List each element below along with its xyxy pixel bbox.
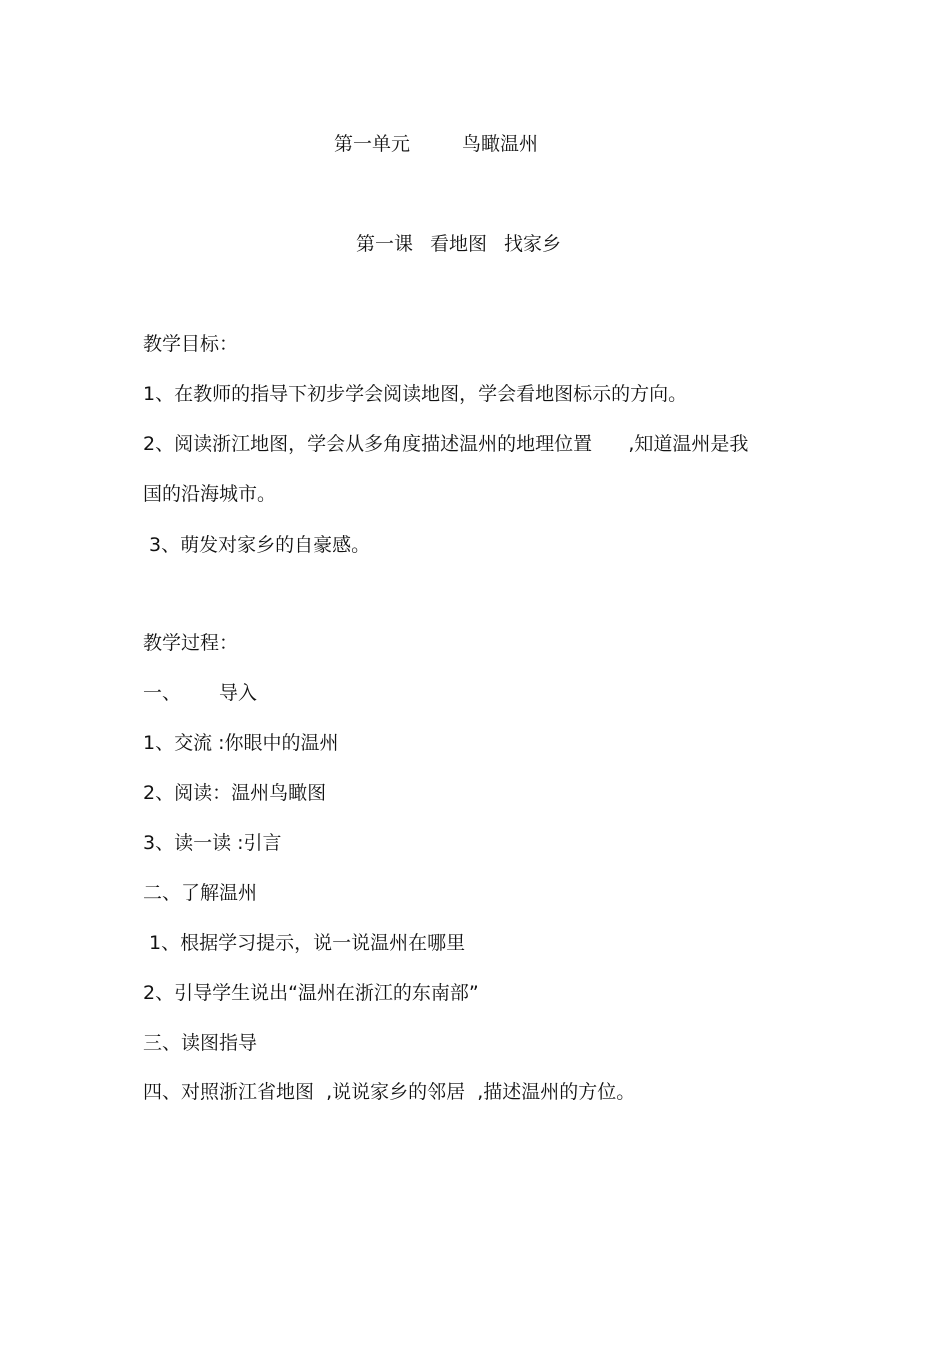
section-1-item-3: 3、读一读 :引言 (143, 832, 282, 854)
lesson-label: 第一课 (356, 233, 414, 255)
process-section-2: 二、了解温州 (143, 882, 258, 904)
section-2-item-1: 1、根据学习提示，说一说温州在哪里 (143, 932, 466, 954)
unit-title (334, 132, 538, 156)
lesson-title-part1: 看地图 (430, 233, 488, 255)
lesson-title-part2: 找家乡 (504, 233, 562, 255)
section-1-number: 一、 (143, 682, 182, 704)
lesson-title (356, 232, 561, 256)
objectives-heading: 教学目标： (143, 333, 239, 355)
section-1-item-1: 1、交流 :你眼中的温州 (143, 732, 339, 754)
objective-item-3: 3、萌发对家乡的自豪感。 (143, 534, 371, 556)
unit-name: 鸟瞰温州 (462, 133, 539, 155)
objective-item-2-line-1: 2、阅读浙江地图，学会从多角度描述温州的地理位置 ,知道温州是我 (143, 433, 749, 455)
objective-item-2-line-2: 国的沿海城市。 (143, 483, 277, 505)
unit-label: 第一单元 (334, 133, 411, 155)
process-section-1 (143, 681, 257, 705)
process-section-4: 四、对照浙江省地图 ,说说家乡的邻居 ,描述温州的方位。 (143, 1081, 636, 1103)
process-heading: 教学过程： (143, 632, 239, 654)
section-1-title: 导入 (219, 682, 258, 704)
section-2-item-2: 2、引导学生说出“温州在浙江的东南部” (143, 982, 479, 1004)
process-section-3: 三、读图指导 (143, 1032, 258, 1054)
objective-item-1: 1、在教师的指导下初步学会阅读地图，学会看地图标示的方向。 (143, 383, 688, 405)
section-1-item-2: 2、阅读：温州鸟瞰图 (143, 782, 327, 804)
